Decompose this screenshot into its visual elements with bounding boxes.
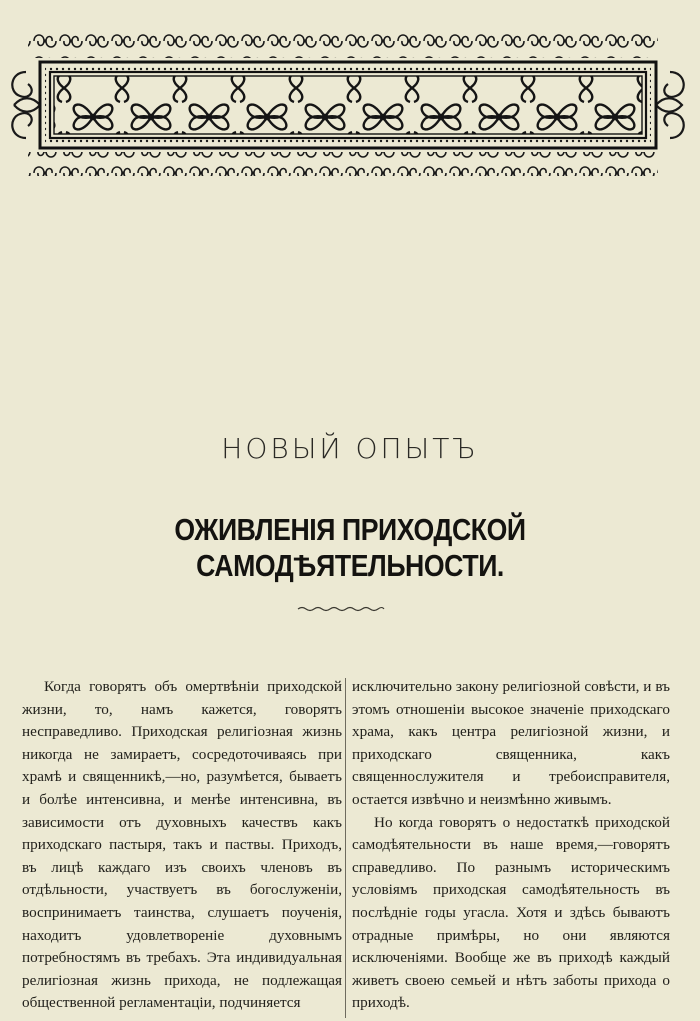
paragraph-left: Когда говорятъ объ омертвѣніи приходской жизни, то, намъ кажется, говорятъ несправедливо. Приходская религіозная жизнь никогда не замираетъ, сосредоточиваясь при храмѣ и священникѣ,—но, разумѣется, бываетъ и болѣе интенсивна, и менѣе интенсивна, въ зависимости отъ духовныхъ качествъ какъ приходскаго пастыря, такъ и паствы. Приходъ, въ лицѣ каждаго изъ своихъ членовъ въ отдѣльности, участвуетъ въ богослуженіи, воспринимаетъ таинства, слушаетъ поученія, находитъ удовлетвореніе духовнымъ потребностямъ въ требахъ. Эта индивидуальная религіозная жизнь прихода, не подлежащая общественной регламентаціи, подчиняется: [22, 678, 342, 1012]
paragraph-right-1: исключительно закону религіозной совѣсти, и въ этомъ отношеніи высокое значеніе приходскаго храма, какъ центра религіозной жизни, и приходскаго священника, какъ священнослужителя и требоисправителя, остается извѣчно и неизмѣнно живымъ.: [352, 678, 670, 808]
text-column-left: [22, 676, 342, 1015]
paragraph-right-2: Но когда говорятъ о недостаткѣ приходской самодѣятельности въ наше время,—говорятъ справедливо. По разнымъ историческимъ условіямъ приходская самодѣятельность въ послѣдніе годы угасла. Хотя и здѣсь бываютъ отрадные примѣры, но они являются исключеніями. Вообще же въ приходѣ каждый живетъ своею семьей и нѣтъ заботы прихода о приходѣ.: [352, 813, 670, 1012]
wavy-divider: [296, 605, 386, 613]
article-title: ОЖИВЛЕНІЯ ПРИХОДСКОЙ САМОДѢЯТЕЛЬНОСТИ.: [174, 512, 526, 583]
column-separator: [345, 678, 346, 1018]
article-subtitle: НОВЫЙ ОПЫТЪ: [221, 432, 479, 465]
text-column-right: [352, 676, 670, 1015]
decorative-header-ornament: [6, 30, 690, 180]
